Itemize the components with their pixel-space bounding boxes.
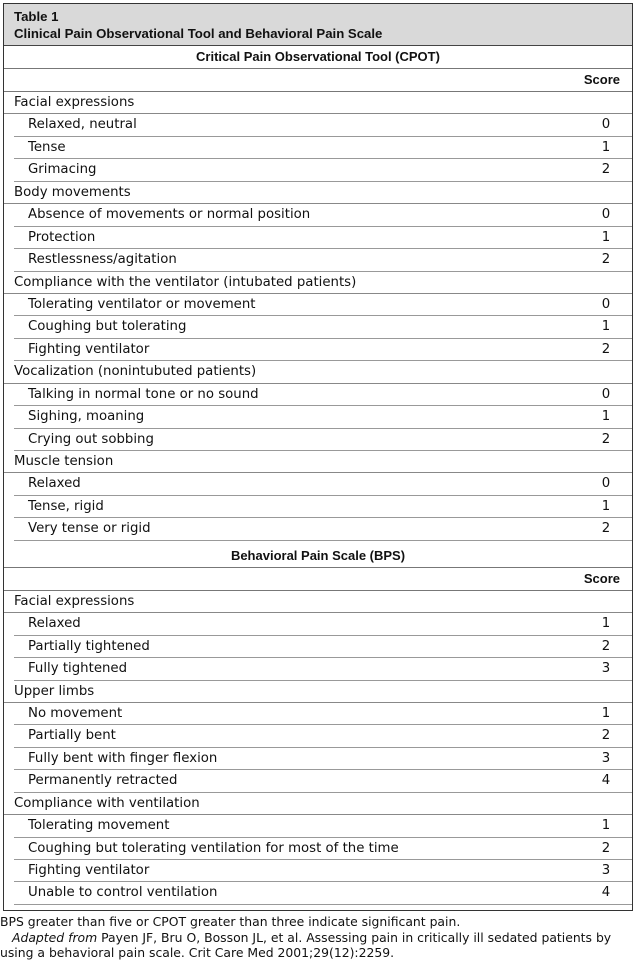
item-label: Very tense or rigid [28, 521, 151, 537]
item-label: Fully bent with finger flexion [28, 750, 218, 766]
cpot-group-heading: Vocalization (nonintubuted patients) [4, 361, 632, 383]
table-row [14, 703, 632, 725]
bps-score-header: Score [4, 568, 632, 591]
item-score: 2 [601, 341, 611, 357]
item-score: 3 [601, 661, 611, 677]
table-row [14, 227, 632, 249]
table-row [14, 748, 632, 770]
item-label: No movement [28, 705, 123, 721]
item-score: 1 [601, 409, 611, 425]
table-row [14, 860, 632, 882]
item-label: Partially bent [28, 728, 116, 744]
item-score: 0 [601, 207, 611, 223]
item-label: Permanently retracted [28, 773, 178, 789]
table-row [14, 815, 632, 837]
item-score: 1 [601, 498, 611, 514]
item-label: Tolerating movement [28, 818, 170, 834]
table-header [4, 4, 632, 46]
table-row [14, 473, 632, 495]
cpot-group-heading: Body movements [4, 182, 632, 204]
item-score: 2 [601, 162, 611, 178]
item-score: 1 [601, 139, 611, 155]
item-score: 0 [601, 296, 611, 312]
item-score: 2 [601, 521, 611, 537]
table-row [14, 316, 632, 338]
footnote-reference [0, 930, 640, 961]
item-score: 2 [601, 638, 611, 654]
item-label: Coughing but tolerating ventilation for most of the time [28, 840, 399, 856]
item-score: 0 [601, 386, 611, 402]
table-row [14, 339, 632, 361]
item-label: Unable to control ventilation [28, 885, 218, 901]
cpot-heading: Critical Pain Observational Tool (CPOT) [4, 46, 632, 69]
table-row [14, 384, 632, 406]
bps-heading: Behavioral Pain Scale (BPS) [4, 545, 632, 568]
footnotes [0, 914, 640, 961]
table-row [14, 406, 632, 428]
item-label: Partially tightened [28, 638, 150, 654]
bps-group-heading: Upper limbs [4, 681, 632, 703]
reference-text: Payen JF, Bru O, Bosson JL, et al. Assessing pain in critically ill sedated patients by using a behavioral pain scale. Crit Care Med 2001;29(12):2259. [0, 929, 612, 960]
item-score: 3 [601, 863, 611, 878]
item-label: Grimacing [28, 162, 97, 178]
item-score: 1 [601, 229, 611, 245]
table-row [14, 114, 632, 136]
table-title: Clinical Pain Observational Tool and Behavioral Pain Scale [14, 26, 383, 41]
item-label: Fighting ventilator [28, 341, 150, 357]
bps-group-heading: Facial expressions [4, 591, 632, 613]
cpot-group-heading: Muscle tension [4, 451, 632, 473]
table-row [14, 882, 632, 904]
item-score: 1 [601, 705, 611, 721]
table-row [14, 518, 632, 540]
table-row [14, 137, 632, 159]
item-label: Crying out sobbing [28, 431, 154, 447]
footnote-threshold: BPS greater than five or CPOT greater than three indicate significant pain. [0, 914, 461, 929]
item-score: 1 [601, 319, 611, 335]
item-label: Sighing, moaning [28, 409, 145, 425]
adapted-from: Adapted from [12, 929, 98, 945]
item-label: Fully tightened [28, 661, 128, 677]
item-label: Tolerating ventilator or movement [28, 296, 256, 312]
item-label: Relaxed [28, 616, 81, 632]
item-score: 2 [601, 840, 611, 856]
item-label: Protection [28, 229, 96, 245]
item-score: 0 [601, 476, 611, 492]
item-score: 0 [601, 117, 611, 133]
item-score: 4 [601, 773, 611, 789]
item-label: Talking in normal tone or no sound [28, 386, 259, 402]
table-row [14, 838, 632, 860]
item-label: Restlessness/agitation [28, 252, 177, 268]
cpot-score-header: Score [4, 69, 632, 92]
table-row [14, 725, 632, 747]
cpot-group-heading: Compliance with the ventilator (intubated patients) [4, 272, 632, 294]
item-score: 1 [601, 616, 611, 632]
item-label: Tense [28, 139, 66, 155]
item-label: Fighting ventilator [28, 863, 150, 878]
item-label: Coughing but tolerating [28, 319, 187, 335]
bps-group-heading: Compliance with ventilation [4, 793, 632, 815]
cpot-section [4, 92, 632, 541]
table-row [14, 496, 632, 518]
table-row [14, 658, 632, 680]
table-row [14, 613, 632, 635]
item-label: Relaxed [28, 476, 81, 492]
item-score: 3 [601, 750, 611, 766]
table-row [14, 429, 632, 451]
item-label: Relaxed, neutral [28, 117, 137, 133]
table-label: Table 1 [14, 9, 59, 24]
table-frame [3, 3, 633, 911]
item-score: 2 [601, 252, 611, 268]
table-row [14, 770, 632, 792]
table-row [14, 159, 632, 181]
table-row [14, 636, 632, 658]
table-row [14, 204, 632, 226]
bps-section [4, 591, 632, 905]
cpot-group-heading: Facial expressions [4, 92, 632, 114]
table-row [14, 249, 632, 271]
item-label: Absence of movements or normal position [28, 207, 311, 223]
item-score: 4 [601, 885, 611, 901]
table-row [14, 294, 632, 316]
item-score: 1 [601, 818, 611, 834]
item-label: Tense, rigid [28, 498, 104, 514]
item-score: 2 [601, 431, 611, 447]
item-score: 2 [601, 728, 611, 744]
